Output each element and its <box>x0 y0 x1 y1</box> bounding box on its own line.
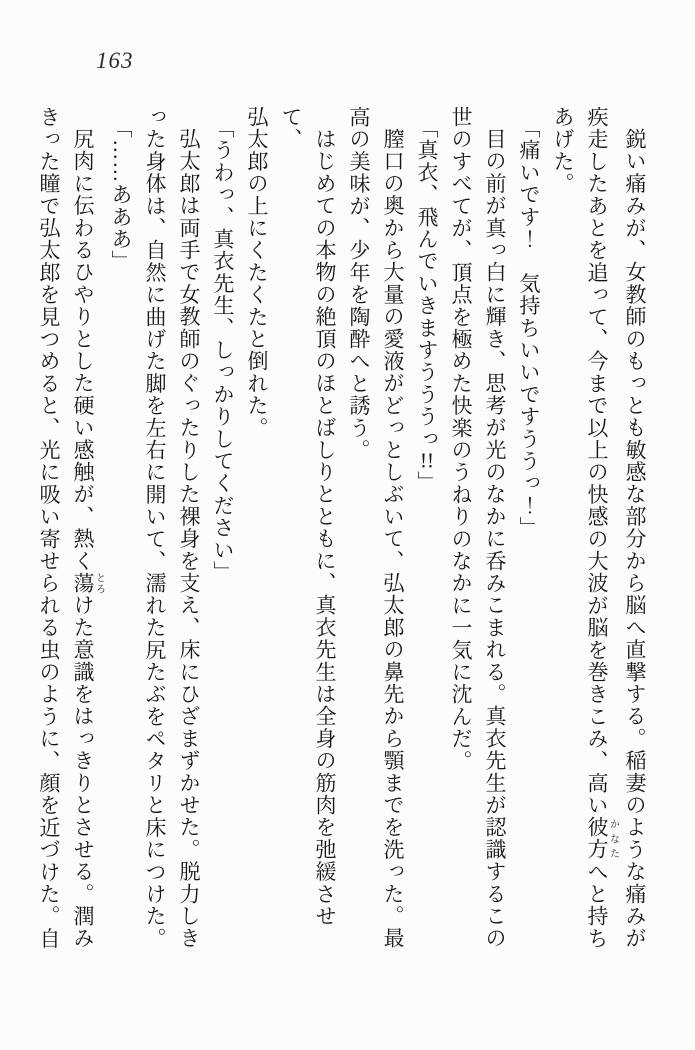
text-line: 「……あああ」 <box>109 117 133 273</box>
text-line: 疾走したあとを追って、今まで以上の快感の大波が脳を巻きこみ、高い彼方かなたへと持ち <box>585 106 619 950</box>
page-number: 163 <box>96 48 134 73</box>
text-line: 膣口の奥から大量の愛液がどっとしぶいて、弘太郎の鼻先から顎までを洗った。最 <box>381 128 405 950</box>
text-line: 高の美味が、少年を陶酔へと誘う。 <box>347 106 371 462</box>
text-line: 鋭い痛みが、女教師のもっとも敏感な部分から脳へ直撃する。稲妻のような痛みが <box>623 128 647 950</box>
tate-chu-yoko: !! <box>420 450 434 471</box>
text-line: 弘太郎の上にくたくたと倒れた。 <box>245 106 269 439</box>
text-line: はじめての本物の絶頂のほとばしりとともに、真衣先生は全身の筋肉を弛緩させて、 <box>279 106 337 928</box>
text-line: 尻肉に伝わるひやりとした硬い感触が、熱く蕩とろけた意識をはっきりとさせる。潤み <box>71 128 105 950</box>
text-line: 弘太郎は両手で女教師のぐったりした裸身を支え、床にひざまずかせた。脱力しき <box>177 128 201 950</box>
text-line: 「うわっ、真衣先生、しっかりしてください」 <box>211 117 235 584</box>
text-line: った身体は、自然に曲げた脚を左右に開いて、濡れた尻たぶをペタリと床につけた。 <box>143 106 167 950</box>
text-line: 目の前が真っ白に輝き、思考が光のなかに呑みこまれる。真衣先生が認識するこの <box>483 128 507 950</box>
text-line: 「真衣、飛んでいきますうううっ!!」 <box>415 117 439 494</box>
text-line: 「痛いです！ 気持ちいいですううっ！」 <box>517 117 541 539</box>
text-line: 世のすべてが、頂点を極めた快楽のうねりのなかに一気に沈んだ。 <box>449 106 473 772</box>
text-line: きった瞳で弘太郎を見つめると、光に吸い寄せられる虫のように、顔を近づけた。自 <box>37 106 61 950</box>
ruby-annotated-word: 蕩とろ <box>71 572 105 595</box>
ruby-annotated-word: 彼方かなた <box>585 816 619 861</box>
text-line: あげた。 <box>551 106 575 195</box>
page-text <box>32 106 652 954</box>
